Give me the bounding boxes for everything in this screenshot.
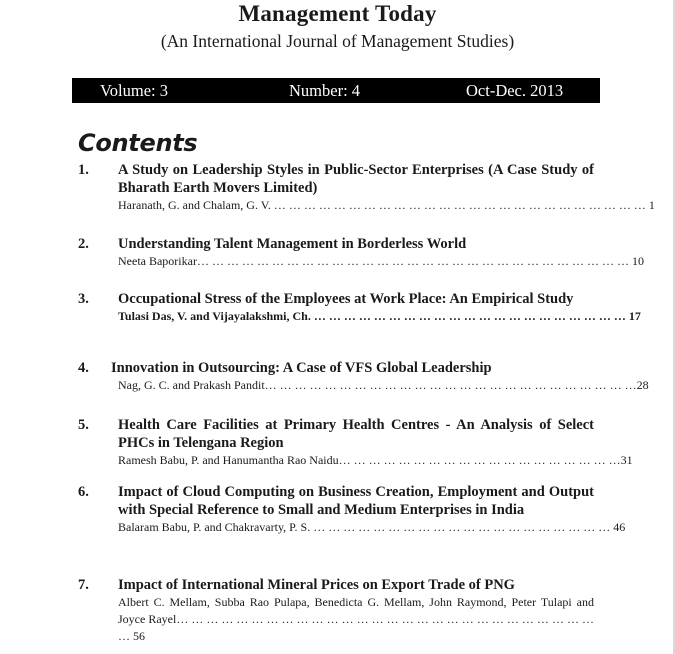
toc-entry bbox=[78, 483, 626, 536]
entry-authors-page: Balaram Babu, P. and Chakravarty, P. S. … … … … … … … … … … … … … … … … … … … … 46 bbox=[118, 520, 626, 534]
toc-entry bbox=[78, 235, 644, 270]
entry-title[interactable]: Innovation in Outsourcing: A Case of VFS Global Leadership bbox=[111, 360, 492, 376]
entry-number: 1. bbox=[78, 162, 89, 178]
entry-number: 6. bbox=[78, 484, 89, 500]
entry-title[interactable]: Impact of Cloud Computing on Business Creation, Employment and Output with Special Reference to Small and Medium Enterprises in India bbox=[118, 484, 594, 518]
journal-subtitle: (An International Journal of Management Studies) bbox=[160, 31, 515, 51]
toc-entry bbox=[78, 416, 633, 469]
issue-bar bbox=[72, 78, 600, 103]
entry-number: 4. bbox=[78, 360, 89, 376]
journal-title: Management Today bbox=[238, 1, 437, 26]
issue-period: Oct-Dec. 2013 bbox=[466, 81, 564, 100]
entry-title[interactable]: Occupational Stress of the Employees at Work Place: An Empirical Study bbox=[118, 291, 574, 307]
toc-entry bbox=[78, 290, 641, 325]
entry-title[interactable]: Impact of International Mineral Prices on Export Trade of PNG bbox=[118, 577, 515, 593]
entry-authors-page: Tulasi Das, V. and Vijayalakshmi, Ch. … … … … … … … … … … … … … … … … … … … … … 17 bbox=[118, 309, 641, 323]
contents-heading: Contents bbox=[78, 129, 198, 157]
issue-volume: Volume: 3 bbox=[100, 81, 168, 100]
entry-title[interactable]: A Study on Leadership Styles in Public-Sector Enterprises (A Case Study of Bharath Earth Movers Limited) bbox=[118, 162, 594, 196]
entry-number: 5. bbox=[78, 417, 89, 433]
toc-entry bbox=[78, 161, 655, 214]
entry-title[interactable]: Health Care Facilities at Primary Health Centres - An Analysis of Select PHCs in Telengana Region bbox=[118, 417, 594, 451]
entry-title[interactable]: Understanding Talent Management in Borderless World bbox=[118, 236, 467, 252]
toc-entry bbox=[78, 359, 649, 394]
entry-number: 7. bbox=[78, 577, 89, 593]
entry-authors-page: Nag, G. C. and Prakash Pandit… … … … … … … … … … … … … … … … … … … … … … … … …28 bbox=[118, 378, 649, 392]
issue-number: Number: 4 bbox=[289, 81, 361, 100]
entry-authors-page: Ramesh Babu, P. and Hanumantha Rao Naidu… … … … … … … … … … … … … … … … … … …31 bbox=[118, 453, 633, 467]
entry-number: 3. bbox=[78, 291, 89, 307]
toc-entry bbox=[78, 576, 594, 643]
entry-authors-page: Haranath, G. and Chalam, G. V. … … … … … … … … … … … … … … … … … … … … … … … … … 1 bbox=[118, 198, 655, 212]
entry-authors-page: Neeta Baporikar… … … … … … … … … … … … … … … … … … … … … … … … … … … … … 10 bbox=[118, 254, 644, 268]
entry-number: 2. bbox=[78, 236, 89, 252]
entry-authors-page: Albert C. Mellam, Subba Rao Pulapa, Benedicta G. Mellam, John Raymond, Peter Tulapi and Joyce Rayel… … … … … … … … … … … … … … … … … … … … … … … … … … … … … 56 bbox=[118, 595, 594, 643]
